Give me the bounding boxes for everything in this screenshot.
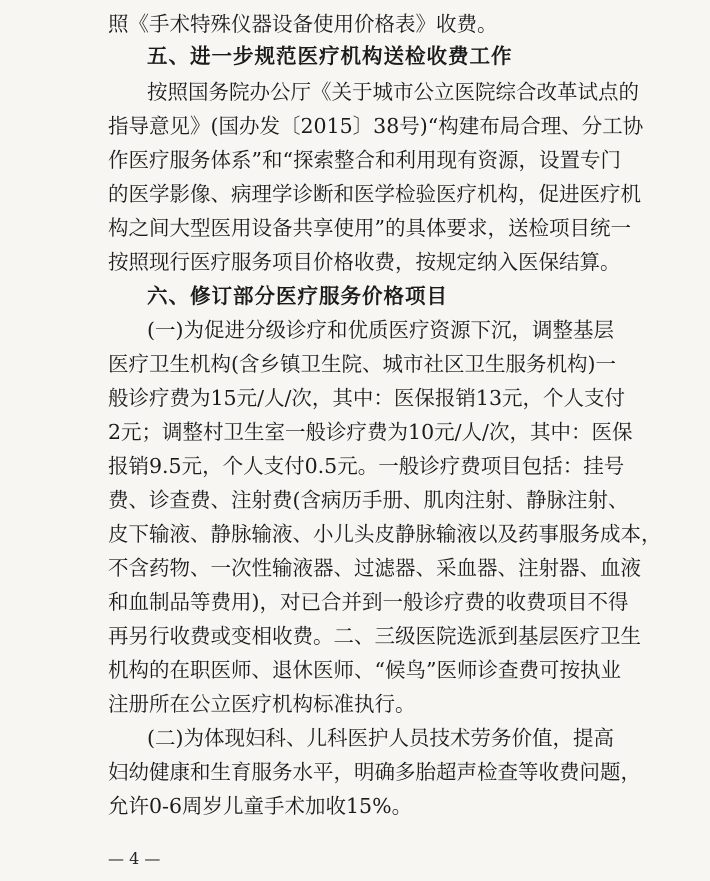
page-number: — 4 — <box>108 849 161 868</box>
text-line-11: 医疗卫生机构(含乡镇卫生院、城市社区卫生服务机构)一 <box>108 352 616 376</box>
text-line-20: 机构的在职医师、退休医师、“候鸟”医师诊查费可按执业 <box>108 658 621 682</box>
text-line-18: 和血制品等费用)，对已合并到一般诊疗费的收费项目不得 <box>108 590 629 614</box>
text-line-7: 构之间大型医用设备共享使用”的具体要求，送检项目统一 <box>108 216 631 240</box>
text-line-15: 费、诊查费、注射费(含病历手册、肌肉注射、静脉注射、 <box>108 488 629 512</box>
text-line-3: 按照国务院办公厅《关于城市公立医院综合改革试点的 <box>147 80 639 104</box>
section-heading-5: 五、进一步规范医疗机构送检收费工作 <box>147 44 513 68</box>
text-line-6: 的医学影像、病理学诊断和医学检验医疗机构，促进医疗机 <box>108 182 641 206</box>
text-line-4: 指导意见》(国办发〔2015〕38号)“构建布局合理、分工协 <box>108 114 644 138</box>
section-heading-6: 六、修订部分医疗服务价格项目 <box>147 284 448 308</box>
text-line-10: (一)为促进分级诊疗和优质医疗资源下沉，调整基层 <box>147 318 614 342</box>
text-line-12: 般诊疗费为15元/人/次，其中：医保报销13元，个人支付 <box>108 386 625 410</box>
text-line-13: 2元；调整村卫生室一般诊疗费为10元/人/次，其中：医保 <box>108 420 633 444</box>
text-line-23: 妇幼健康和生育服务水平，明确多胎超声检查等收费问题， <box>108 760 641 784</box>
text-line-24: 允许0-6周岁儿童手术加收15%。 <box>108 794 413 818</box>
text-line-22: (二)为体现妇科、儿科医护人员技术劳务价值，提高 <box>147 726 614 750</box>
text-line-16: 皮下输液、静脉输液、小儿头皮静脉输液以及药事服务成本， <box>108 522 662 546</box>
text-line-17: 不含药物、一次性输液器、过滤器、采血器、注射器、血液 <box>108 556 641 580</box>
text-line-5: 作医疗服务体系”和“探索整合和利用现有资源，设置专门 <box>108 148 621 172</box>
text-line-8: 按照现行医疗服务项目价格收费，按规定纳入医保结算。 <box>108 250 621 274</box>
text-line-21: 注册所在公立医疗机构标准执行。 <box>108 692 416 716</box>
text-line-1: 照《手术特殊仪器设备使用价格表》收费。 <box>108 12 498 36</box>
text-line-19: 再另行收费或变相收费。二、三级医院选派到基层医疗卫生 <box>108 624 641 648</box>
text-line-14: 报销9.5元，个人支付0.5元。一般诊疗费项目包括：挂号 <box>108 454 625 478</box>
